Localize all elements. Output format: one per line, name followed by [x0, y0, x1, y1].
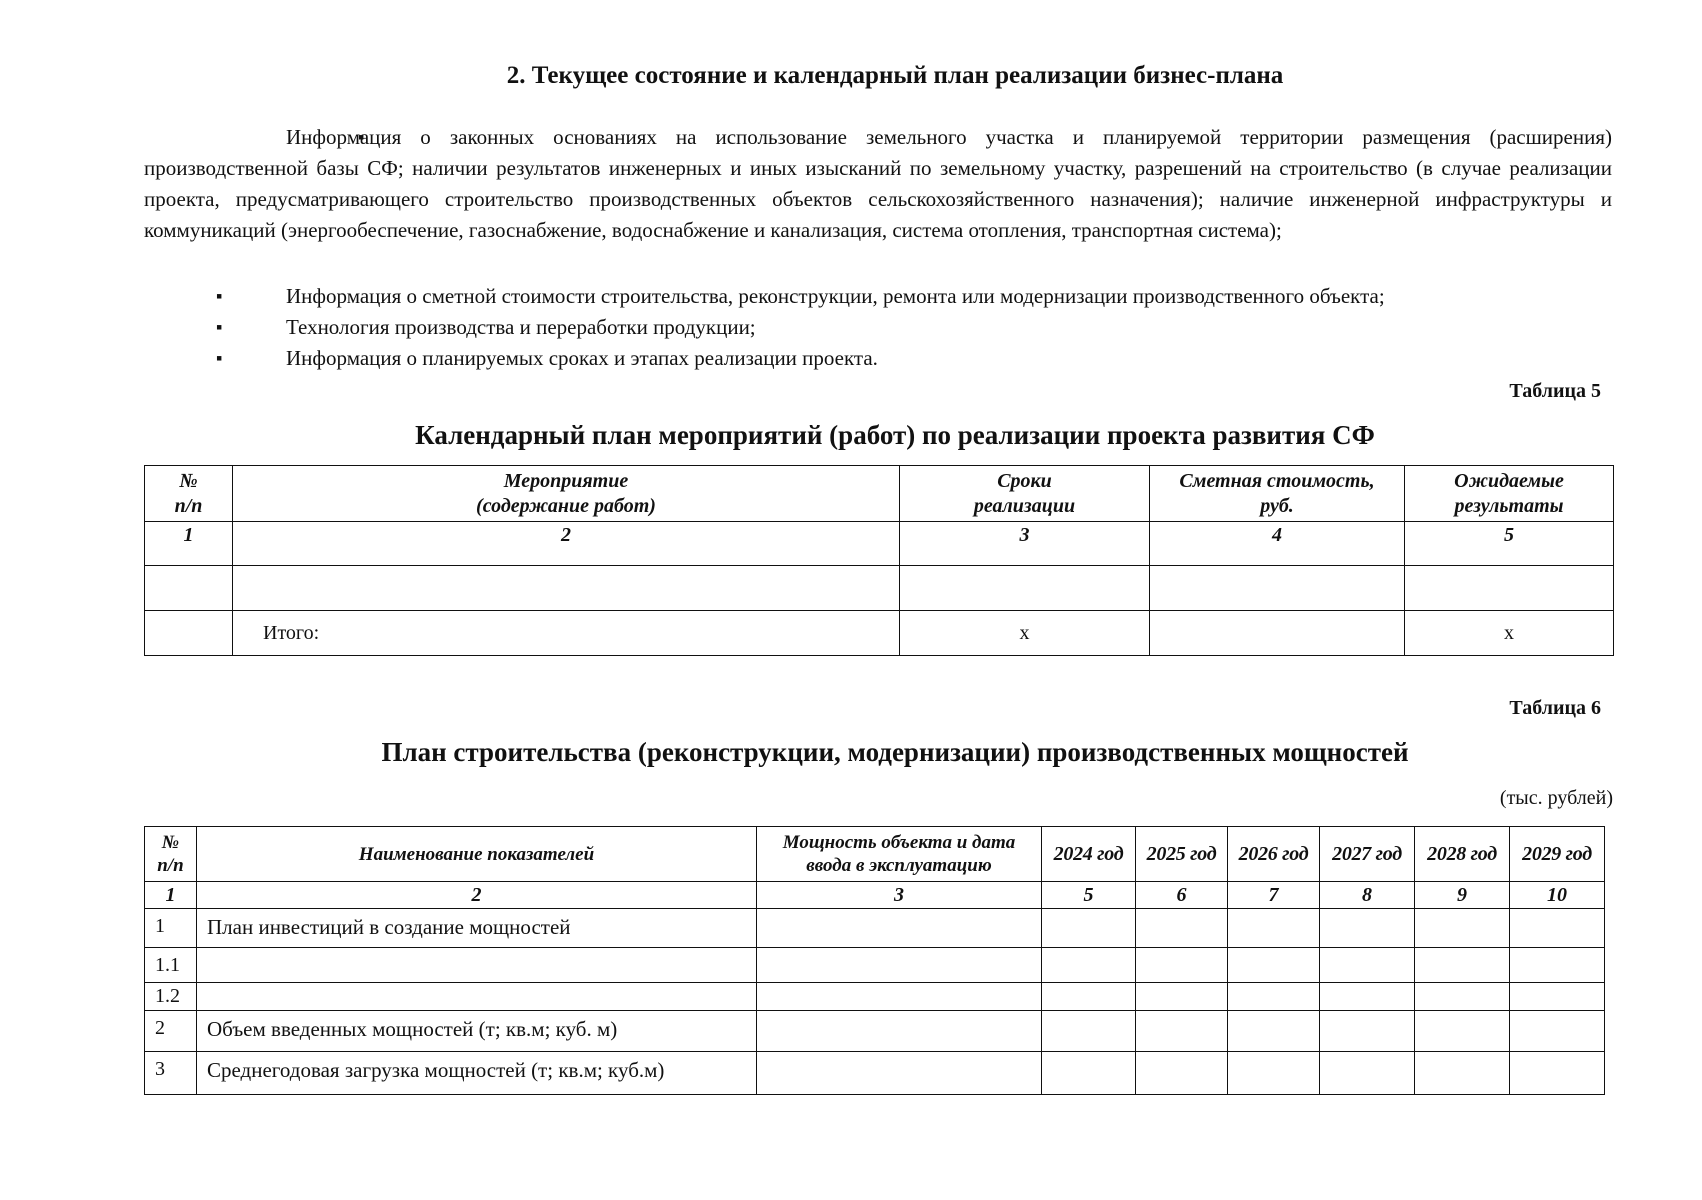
- header-cell: Наименование показателей: [197, 827, 757, 882]
- table6-number: Таблица 6: [1509, 697, 1601, 719]
- table-header-row: [145, 466, 1614, 522]
- table-row: [145, 1011, 1605, 1052]
- table-cell: [145, 566, 233, 611]
- header-cell-year: 2028 год: [1415, 827, 1510, 882]
- bullet-item: ▪ Технология производства и переработки продукции;: [144, 312, 1624, 343]
- table-cell: [145, 611, 233, 656]
- column-number: 1: [145, 522, 233, 566]
- section-title: 2. Текущее состояние и календарный план реализации бизнес-плана: [506, 62, 1284, 89]
- header-cell: № п/п: [145, 466, 233, 522]
- column-number: 3: [757, 882, 1042, 909]
- table6-title: План строительства (реконструкции, модернизации) производственных мощностей: [381, 737, 1409, 767]
- table-row: [145, 909, 1605, 948]
- header-cell: Сроки реализации: [900, 466, 1150, 522]
- total-label: Итого:: [233, 611, 900, 656]
- units-label: (тыс. рублей): [1499, 787, 1613, 809]
- header-cell: Ожидаемые результаты: [1405, 466, 1614, 522]
- intro-section: [144, 122, 1612, 246]
- column-number: 9: [1415, 882, 1510, 909]
- column-number: 5: [1042, 882, 1136, 909]
- table-row: [145, 1052, 1605, 1095]
- total-mark: x: [1405, 611, 1614, 656]
- row-name: Среднегодовая загрузка мощностей (т; кв.м; куб.м): [197, 1052, 757, 1095]
- table-header-row: [145, 827, 1605, 882]
- row-number: 3: [145, 1052, 197, 1095]
- column-number-row: [145, 882, 1605, 909]
- table-row: [145, 566, 1614, 611]
- total-mark: x: [900, 611, 1150, 656]
- column-number: 2: [233, 522, 900, 566]
- row-name: План инвестиций в создание мощностей: [197, 909, 757, 948]
- row-number: 1.1: [145, 948, 197, 983]
- header-cell-year: 2027 год: [1320, 827, 1415, 882]
- header-cell: Сметная стоимость, руб.: [1150, 466, 1405, 522]
- row-name: [197, 948, 757, 983]
- column-number: 6: [1136, 882, 1228, 909]
- column-number: 8: [1320, 882, 1415, 909]
- column-number: 5: [1405, 522, 1614, 566]
- column-number: 2: [197, 882, 757, 909]
- column-number: 1: [145, 882, 197, 909]
- table-cell: [233, 566, 900, 611]
- header-cell-year: 2024 год: [1042, 827, 1136, 882]
- table5-number: Таблица 5: [1509, 380, 1601, 402]
- table-cell: [1150, 611, 1405, 656]
- column-number: 3: [900, 522, 1150, 566]
- table5-title: Календарный план мероприятий (работ) по реализации проекта развития СФ: [415, 420, 1375, 450]
- row-number: 1: [145, 909, 197, 948]
- header-cell: Мощность объекта и дата ввода в эксплуатацию: [757, 827, 1042, 882]
- column-number: 7: [1228, 882, 1320, 909]
- table-cell: [900, 566, 1150, 611]
- table-cell: [1150, 566, 1405, 611]
- row-name: [197, 983, 757, 1011]
- capacity-plan-table: [144, 826, 1605, 1095]
- header-cell-year: 2029 год: [1510, 827, 1605, 882]
- bullet-item: ▪ Информация о сметной стоимости строительства, реконструкции, ремонта или модернизации производственного объекта;: [144, 281, 1624, 312]
- row-number: 2: [145, 1011, 197, 1052]
- table-row: [145, 983, 1605, 1011]
- column-number-row: [145, 522, 1614, 566]
- calendar-plan-table: [144, 465, 1614, 656]
- bullet-list: [144, 281, 1624, 374]
- bullet-item: ▪ Информация о планируемых сроках и этапах реализации проекта.: [144, 343, 1624, 374]
- table-cell: [1405, 566, 1614, 611]
- intro-paragraph: ▪ Информация о законных основаниях на использование земельного участка и планируемой территории размещения (расширения) производственной базы СФ; наличии результатов инженерных и иных изысканий по земельному участку, разрешений на строительство (в случае реализации проекта, предусматривающего строительство производственных объектов сельскохозяйственного назначения); наличие инженерной инфраструктуры и коммуникаций (энергообеспечение, газоснабжение, водоснабжение и канализация, система отопления, транспортная система);: [144, 122, 1612, 246]
- row-number: 1.2: [145, 983, 197, 1011]
- total-row: [145, 611, 1614, 656]
- header-cell-year: 2026 год: [1228, 827, 1320, 882]
- column-number: 10: [1510, 882, 1605, 909]
- column-number: 4: [1150, 522, 1405, 566]
- row-name: Объем введенных мощностей (т; кв.м; куб. м): [197, 1011, 757, 1052]
- header-cell-year: 2025 год: [1136, 827, 1228, 882]
- header-cell: № п/п: [145, 827, 197, 882]
- table-row: [145, 948, 1605, 983]
- header-cell: Мероприятие (содержание работ): [233, 466, 900, 522]
